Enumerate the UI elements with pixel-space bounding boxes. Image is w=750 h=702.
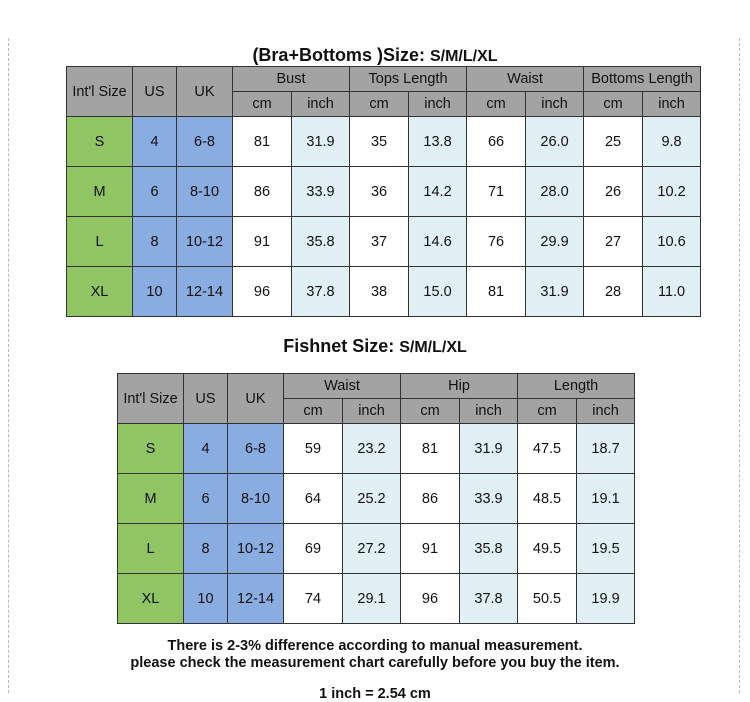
bra-bottoms-size-table [66,66,701,317]
cm-value-cell: 81 [401,424,460,474]
unit-cm: cm [350,92,409,117]
inch-value-cell: 11.0 [643,267,701,317]
header-bottoms-length: Bottoms Length [584,67,701,92]
us-size-cell: 8 [133,217,177,267]
uk-size-cell: 6-8 [177,117,233,167]
us-size-cell: 4 [184,424,228,474]
inch-value-cell: 19.1 [577,474,635,524]
unit-inch: inch [643,92,701,117]
inch-value-cell: 18.7 [577,424,635,474]
inch-value-cell: 26.0 [526,117,584,167]
cm-value-cell: 91 [233,217,292,267]
fishnet-chart-title [0,335,750,359]
uk-size-cell: 12-14 [177,267,233,317]
unit-cm: cm [284,399,343,424]
header-waist: Waist [467,67,584,92]
note-check-chart: please check the measurement chart carefully before you buy the item. [130,655,620,671]
cm-value-cell: 86 [401,474,460,524]
inch-value-cell: 14.6 [409,217,467,267]
cm-value-cell: 74 [284,574,343,624]
inch-value-cell: 35.8 [292,217,350,267]
inch-value-cell: 35.8 [460,524,518,574]
inch-value-cell: 9.8 [643,117,701,167]
table-row [67,117,701,167]
table-row [67,167,701,217]
header-us: US [184,374,228,424]
table-row [118,524,635,574]
inch-value-cell: 14.2 [409,167,467,217]
us-size-cell: 4 [133,117,177,167]
unit-inch: inch [292,92,350,117]
inch-value-cell: 29.9 [526,217,584,267]
uk-size-cell: 6-8 [228,424,284,474]
cm-value-cell: 37 [350,217,409,267]
cm-value-cell: 25 [584,117,643,167]
inch-value-cell: 25.2 [343,474,401,524]
cm-value-cell: 35 [350,117,409,167]
inch-value-cell: 37.8 [292,267,350,317]
inch-value-cell: 33.9 [292,167,350,217]
fishnet-chart-title-main: Fishnet Size: [283,336,395,356]
inch-value-cell: 27.2 [343,524,401,574]
unit-cm: cm [233,92,292,117]
inch-value-cell: 33.9 [460,474,518,524]
inch-value-cell: 10.2 [643,167,701,217]
inch-value-cell: 31.9 [460,424,518,474]
cm-value-cell: 81 [467,267,526,317]
cm-value-cell: 69 [284,524,343,574]
uk-size-cell: 10-12 [228,524,284,574]
unit-inch: inch [409,92,467,117]
table-row [118,424,635,474]
header-bust: Bust [233,67,350,92]
header-waist: Waist [284,374,401,399]
unit-inch: inch [460,399,518,424]
cm-value-cell: 27 [584,217,643,267]
unit-inch: inch [526,92,584,117]
left-dashed-border [8,38,9,693]
us-size-cell: 6 [184,474,228,524]
note-measurement-difference: There is 2-3% difference according to manual measurement. [167,638,583,654]
cm-value-cell: 86 [233,167,292,217]
us-size-cell: 10 [184,574,228,624]
cm-value-cell: 71 [467,167,526,217]
unit-cm: cm [518,399,577,424]
uk-size-cell: 8-10 [228,474,284,524]
cm-value-cell: 81 [233,117,292,167]
unit-cm: cm [584,92,643,117]
intl-size-cell: S [118,424,184,474]
intl-size-cell: L [118,524,184,574]
intl-size-cell: L [67,217,133,267]
inch-value-cell: 10.6 [643,217,701,267]
inch-value-cell: 28.0 [526,167,584,217]
intl-size-cell: M [118,474,184,524]
cm-value-cell: 28 [584,267,643,317]
cm-value-cell: 49.5 [518,524,577,574]
intl-size-cell: XL [67,267,133,317]
cm-value-cell: 64 [284,474,343,524]
unit-inch: inch [343,399,401,424]
header-uk: UK [228,374,284,424]
cm-value-cell: 59 [284,424,343,474]
table-row [67,217,701,267]
table-row [67,267,701,317]
cm-value-cell: 38 [350,267,409,317]
right-dashed-border [739,38,740,693]
us-size-cell: 10 [133,267,177,317]
inch-value-cell: 19.5 [577,524,635,574]
inch-value-cell: 23.2 [343,424,401,474]
inch-value-cell: 31.9 [526,267,584,317]
uk-size-cell: 12-14 [228,574,284,624]
note-inch-conversion: 1 inch = 2.54 cm [319,686,431,702]
cm-value-cell: 96 [401,574,460,624]
header-intl-size: Int'l Size [118,374,184,424]
inch-value-cell: 19.9 [577,574,635,624]
inch-value-cell: 37.8 [460,574,518,624]
cm-value-cell: 48.5 [518,474,577,524]
header-hip: Hip [401,374,518,399]
us-size-cell: 8 [184,524,228,574]
fishnet-chart-title-sizes: S/M/L/XL [399,339,467,356]
inch-value-cell: 31.9 [292,117,350,167]
intl-size-cell: M [67,167,133,217]
cm-value-cell: 50.5 [518,574,577,624]
fishnet-size-table [117,373,635,624]
uk-size-cell: 10-12 [177,217,233,267]
intl-size-cell: S [67,117,133,167]
us-size-cell: 6 [133,167,177,217]
inch-value-cell: 29.1 [343,574,401,624]
table-row [118,474,635,524]
cm-value-cell: 91 [401,524,460,574]
header-us: US [133,67,177,117]
cm-value-cell: 26 [584,167,643,217]
header-tops-length: Tops Length [350,67,467,92]
top-chart-title [0,44,750,68]
cm-value-cell: 47.5 [518,424,577,474]
table-row [118,574,635,624]
top-chart-title-sizes: S/M/L/XL [429,48,498,65]
uk-size-cell: 8-10 [177,167,233,217]
header-length: Length [518,374,635,399]
header-uk: UK [177,67,233,117]
cm-value-cell: 66 [467,117,526,167]
inch-value-cell: 15.0 [409,267,467,317]
cm-value-cell: 36 [350,167,409,217]
top-chart-title-main: (Bra+Bottoms )Size: [252,45,425,65]
header-intl-size: Int'l Size [67,67,133,117]
cm-value-cell: 76 [467,217,526,267]
inch-value-cell: 13.8 [409,117,467,167]
unit-cm: cm [467,92,526,117]
unit-inch: inch [577,399,635,424]
intl-size-cell: XL [118,574,184,624]
unit-cm: cm [401,399,460,424]
cm-value-cell: 96 [233,267,292,317]
